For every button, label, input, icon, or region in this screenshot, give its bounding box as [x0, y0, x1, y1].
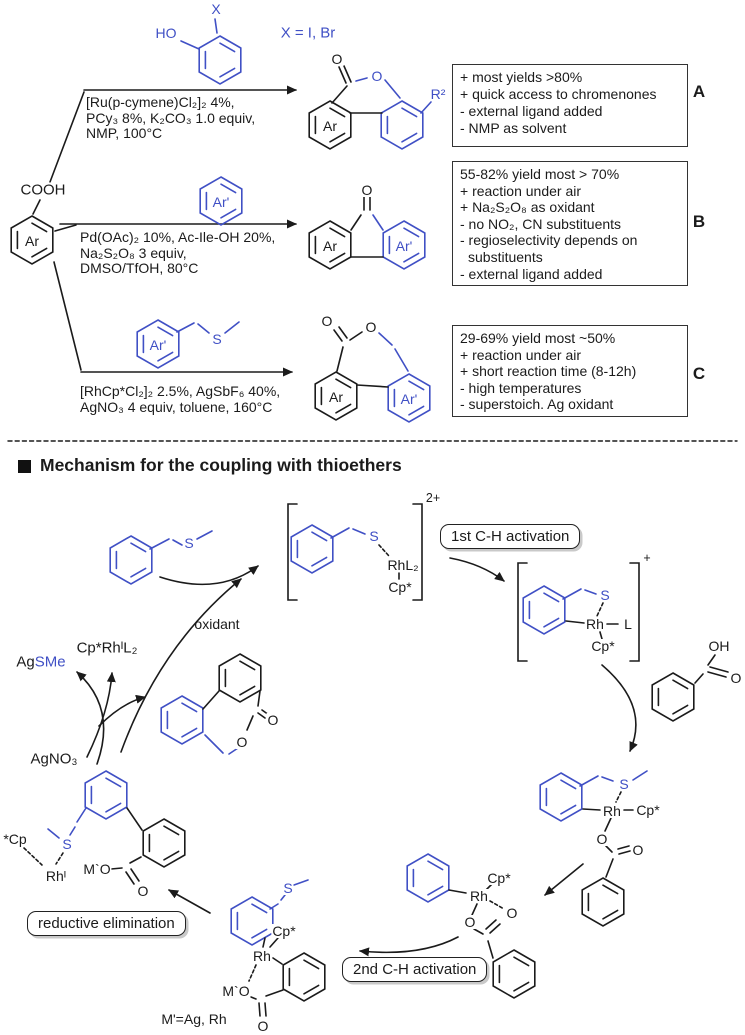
bond — [205, 735, 223, 753]
cprhl2-label: Cp*RhᴵL₂ — [76, 639, 138, 657]
sulfur-label: S — [619, 776, 629, 792]
oxidant-label: oxidant — [194, 616, 240, 632]
route-c-letter: C — [692, 364, 706, 383]
double-bond — [265, 1003, 266, 1016]
step-label-reductive-elimination: reductive elimination — [27, 911, 186, 936]
curved-arrow — [545, 864, 583, 895]
curved-arrow — [602, 665, 636, 751]
curved-arrow — [360, 937, 458, 952]
bond — [337, 347, 343, 371]
condition-line: Pd(OAc)₂ 10%, Ac-Ile-OH 20%, — [80, 229, 276, 245]
benzene-ring — [110, 536, 152, 584]
bond — [695, 674, 703, 683]
sulfur-label: S — [212, 331, 222, 347]
cp-star-label: Cp* — [388, 579, 412, 595]
o-label: O — [632, 842, 644, 858]
bond — [33, 200, 40, 214]
note-line: - superstoich. Ag oxidant — [460, 396, 614, 413]
benzoic-acid — [652, 655, 728, 721]
ar-label: Ar — [323, 238, 337, 254]
note-line: - external ligand added — [460, 103, 603, 119]
rh-label: Rh — [470, 888, 488, 904]
note-line: + quick access to chromenones — [460, 86, 657, 102]
cp-star-label: *Cp — [3, 831, 27, 847]
double-bond — [258, 713, 265, 718]
bond — [111, 868, 122, 869]
benzene-ring — [161, 696, 203, 744]
bond — [77, 808, 86, 822]
note-line: + most yields >80% — [460, 69, 583, 85]
benzene-ring — [283, 953, 325, 1001]
condition-line: [Ru(p-cymene)Cl₂]₂ 4%, — [86, 94, 235, 110]
benzene-ring — [231, 897, 273, 945]
bond — [580, 776, 598, 786]
bond — [270, 904, 278, 909]
charge-label: + — [643, 551, 651, 565]
bond — [395, 349, 408, 371]
mechanism-heading: Mechanism for the coupling with thioethers — [40, 455, 402, 475]
double-bond — [126, 872, 134, 884]
dashed-bond — [490, 901, 504, 909]
bond — [48, 829, 59, 838]
ar-prime-label: Ar' — [149, 337, 167, 353]
dashed-bond — [597, 603, 603, 616]
benzene-ring — [291, 525, 333, 573]
o-label: O — [464, 914, 476, 930]
ho-label: HO — [155, 25, 177, 41]
x-substituent-label: X — [211, 1, 221, 17]
ligand-label: L — [624, 616, 632, 632]
rh-label: Rh — [253, 948, 271, 964]
dashed-bond — [616, 792, 621, 802]
benzene-ring — [199, 36, 241, 84]
bond — [606, 859, 613, 877]
ar-prime-label: Ar' — [400, 391, 418, 407]
charge-label: 2+ — [425, 491, 441, 505]
benzene-ring — [493, 950, 535, 998]
sulfur-label: S — [62, 836, 72, 852]
step-label-second-activation: 2nd C-H activation — [342, 957, 487, 982]
bond — [563, 589, 581, 599]
double-bond — [490, 924, 500, 933]
rh-label: Rhᴵ — [45, 868, 67, 884]
product-b-fluorenone — [309, 197, 425, 269]
mech-thioether — [110, 531, 212, 584]
bracket — [288, 504, 297, 600]
conditions-route-c — [80, 384, 280, 415]
bond — [332, 86, 347, 103]
bond — [266, 990, 283, 996]
condition-line: DMSO/TfOH, 80°C — [80, 260, 199, 276]
bond — [258, 691, 260, 706]
dashed-bond — [249, 965, 256, 981]
bond — [356, 78, 367, 81]
branch-line-b — [55, 225, 76, 231]
bond — [150, 539, 169, 549]
reactant-benzoic-acid — [11, 200, 53, 264]
notes-box-a — [452, 64, 688, 147]
metal-oxy-label: M`O — [222, 983, 250, 999]
bond — [173, 540, 182, 545]
bond — [197, 531, 212, 539]
bond — [385, 80, 400, 98]
bond — [708, 655, 715, 665]
curved-arrow — [450, 558, 504, 581]
cp-star-label: Cp* — [636, 802, 660, 818]
double-bond — [618, 846, 629, 849]
benzene-ring — [407, 854, 449, 902]
route-b-letter: B — [692, 212, 706, 231]
double-bond — [486, 920, 496, 929]
bond — [351, 215, 361, 230]
dashed-bond — [56, 853, 63, 864]
bond — [605, 818, 611, 831]
bond — [270, 938, 278, 947]
oxidant-arrow — [121, 579, 241, 752]
sulfur-label: S — [283, 880, 293, 896]
bond — [225, 322, 239, 333]
benzene-ring — [85, 771, 127, 819]
bond — [449, 890, 466, 893]
cp-star-label: Cp* — [487, 870, 511, 886]
metal-definition: M'=Ag, Rh — [161, 1011, 227, 1027]
sulfur-label: S — [600, 587, 610, 603]
ar-label: Ar — [323, 118, 337, 134]
benzene-ring — [652, 673, 694, 721]
oh-label: OH — [708, 638, 730, 654]
sulfur-label: S — [184, 535, 194, 551]
benzene-ring — [582, 878, 624, 926]
phenol-reagent — [181, 19, 241, 84]
bond — [488, 941, 493, 958]
condition-line: Na₂S₂O₈ 3 equiv, — [80, 244, 187, 261]
bond — [373, 215, 383, 230]
bond — [421, 102, 431, 113]
ester-o-label: O — [371, 68, 383, 84]
bracket — [630, 563, 639, 661]
bond — [251, 997, 256, 999]
note-line: - high temperatures — [460, 379, 582, 396]
ar-prime-label: Ar' — [395, 238, 413, 254]
note-line: + reaction under air — [460, 346, 582, 363]
bond — [331, 528, 349, 538]
curved-arrow — [160, 566, 258, 584]
double-bond — [339, 327, 347, 338]
sulfur-label: S — [369, 528, 379, 544]
o-label: O — [267, 712, 279, 728]
notes-box-b — [452, 161, 688, 286]
dashed-bond — [379, 545, 389, 556]
complex-plus — [518, 563, 639, 661]
condition-line: PCy₃ 8%, K₂CO₃ 1.0 equiv, — [86, 109, 256, 126]
note-line: - regioselectivity depends on — [460, 232, 638, 249]
cp-star-label: Cp* — [272, 923, 296, 939]
rh-label: RhL₂ — [387, 557, 419, 573]
product-c-oxepinone — [315, 327, 430, 422]
ar-prime-label: Ar' — [212, 194, 230, 210]
note-line: + Na₂S₂O₈ as oxidant — [460, 199, 595, 216]
conditions-route-a — [86, 95, 255, 142]
curved-arrow — [169, 890, 210, 913]
bond — [585, 590, 596, 594]
condition-line: [RhCp*Cl₂]₂ 2.5%, AgSbF₆ 40%, — [80, 383, 281, 399]
curved-arrow — [87, 673, 112, 757]
o-label: O — [257, 1018, 269, 1034]
cooh-label: COOH — [20, 181, 66, 199]
route-a-letter: A — [692, 82, 706, 101]
bond — [198, 324, 209, 333]
note-line: substituents — [468, 248, 543, 265]
dashed-bond — [24, 848, 42, 865]
bond — [633, 771, 647, 780]
note-line: - external ligand added — [460, 265, 603, 282]
bond — [379, 333, 392, 345]
note-line: - no NO₂, CN substituents — [460, 215, 622, 232]
conditions-route-b — [80, 230, 275, 277]
bond — [602, 777, 613, 781]
bond — [181, 41, 199, 49]
benzene-ring — [540, 773, 582, 821]
bond — [70, 827, 75, 835]
bond — [357, 385, 388, 387]
note-line: 55-82% yield most > 70% — [460, 166, 620, 182]
bond — [177, 323, 194, 332]
note-line: - NMP as solvent — [460, 120, 567, 136]
ar-label: Ar — [329, 389, 343, 405]
section-bullet — [18, 460, 31, 473]
o-label: O — [730, 670, 742, 686]
condition-line: AgNO₃ 4 equiv, toluene, 160°C — [80, 398, 273, 415]
bond — [127, 808, 142, 830]
cp-star-label: Cp* — [591, 638, 615, 654]
double-bond — [710, 667, 728, 672]
carbonyl-o-label: O — [331, 51, 343, 67]
condition-line: NMP, 100°C — [86, 125, 163, 141]
branch-line-a — [50, 92, 84, 182]
rh-label: Rh — [586, 616, 604, 632]
bond — [215, 19, 217, 33]
r2-label: R² — [430, 86, 446, 102]
sme-part: SMe — [34, 653, 66, 671]
bond — [247, 716, 253, 730]
rh-label: Rh — [603, 803, 621, 819]
carbonyl-o-label: O — [361, 182, 373, 198]
benzene-ring — [381, 101, 423, 149]
ag-part: Ag — [16, 653, 35, 671]
bond — [273, 958, 282, 964]
bond — [350, 332, 362, 340]
o-label: O — [506, 905, 518, 921]
notes-box-c — [452, 325, 688, 417]
double-bond — [334, 330, 342, 341]
double-bond — [259, 1003, 260, 1016]
note-line: 29-69% yield most ~50% — [460, 330, 616, 346]
double-bond — [619, 851, 630, 854]
bond — [353, 529, 365, 534]
bond — [583, 809, 600, 810]
o-label: O — [236, 734, 248, 750]
benzene-ring — [523, 586, 565, 634]
bond — [294, 880, 308, 885]
benzene-ring — [143, 819, 185, 867]
bond — [203, 691, 219, 709]
o-label: O — [137, 883, 149, 899]
agsme-label — [15, 655, 66, 670]
double-bond — [708, 672, 726, 677]
ester-o-label: O — [365, 319, 377, 335]
metal-oxy-label: M`O — [83, 861, 111, 877]
note-line: + short reaction time (8-12h) — [460, 363, 637, 380]
mech-product — [161, 654, 269, 754]
step-label-first-activation: 1st C-H activation — [440, 524, 580, 549]
agno3-label: AgNO₃ — [30, 750, 78, 768]
note-line: + reaction under air — [460, 182, 582, 199]
bond — [130, 857, 141, 863]
x-definition: X = I, Br — [280, 24, 336, 42]
carbonyl-o-label: O — [321, 313, 333, 329]
bracket — [413, 504, 422, 600]
ar-label: Ar — [25, 233, 39, 249]
o-label: O — [596, 831, 608, 847]
branch-line-c — [54, 262, 81, 370]
bond — [566, 621, 584, 623]
benzene-ring — [219, 654, 261, 702]
double-bond — [131, 869, 139, 881]
